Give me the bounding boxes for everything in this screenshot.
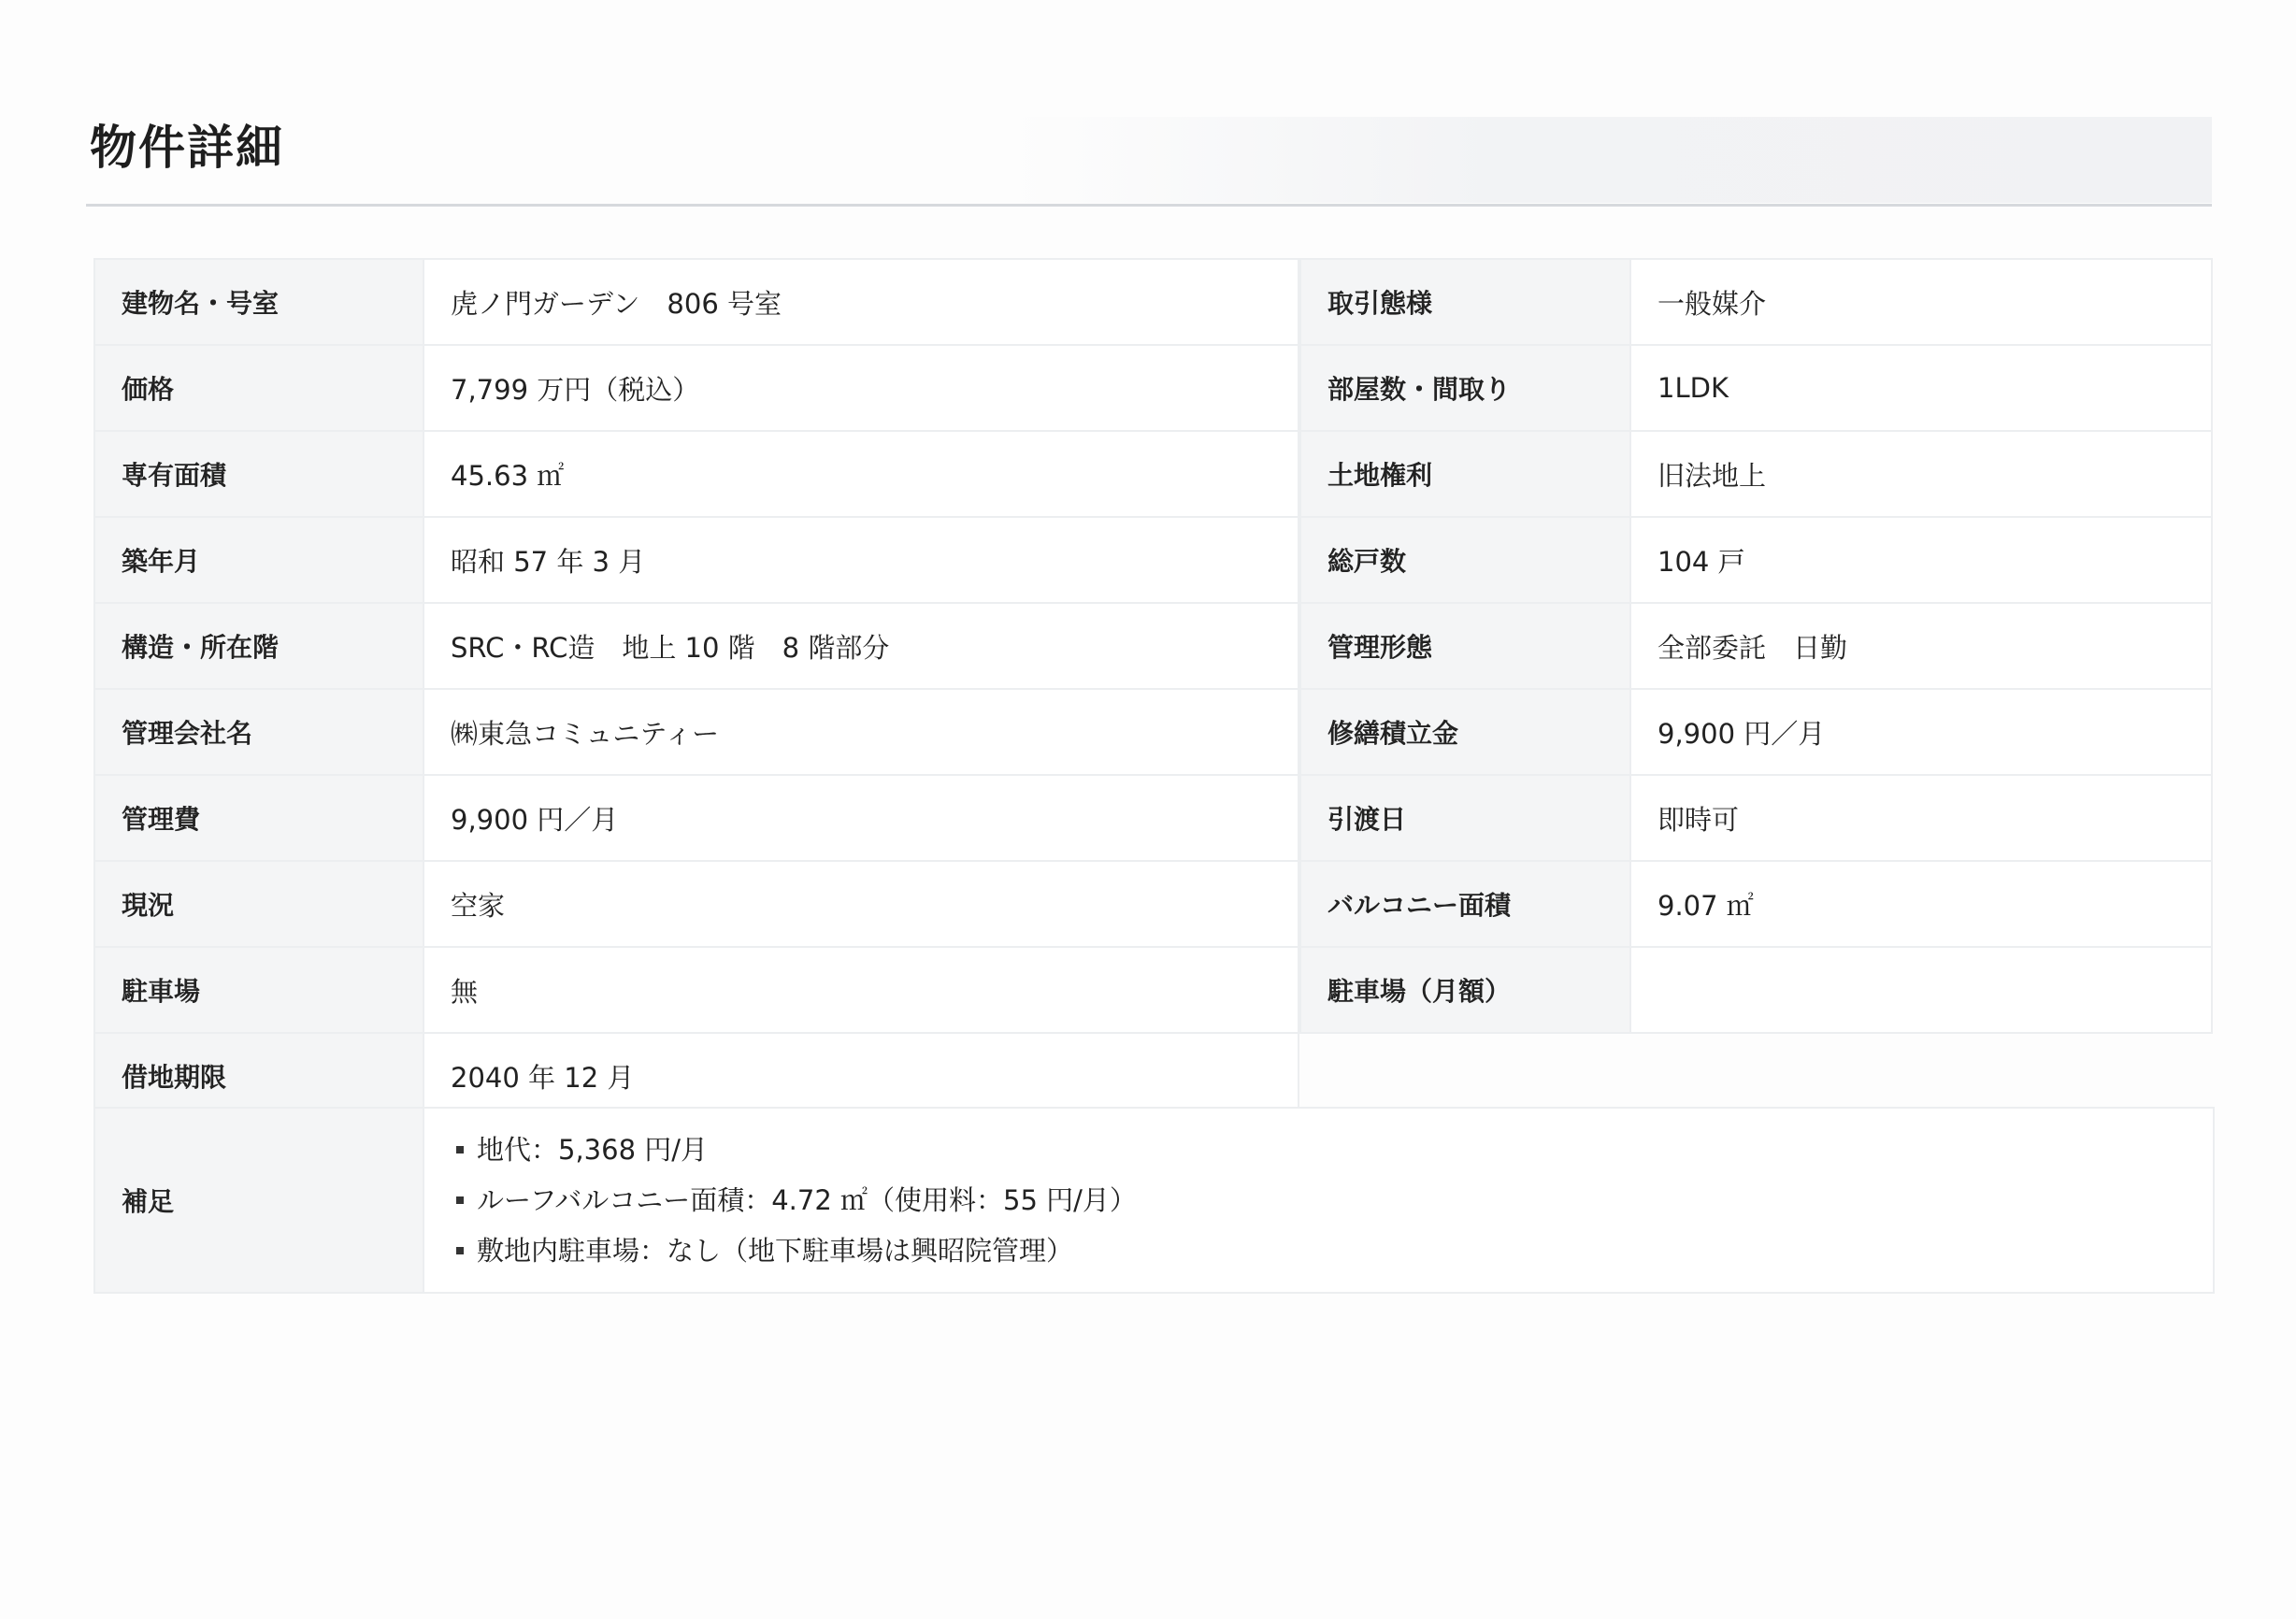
detail-value: 昭和 57 年 3 月 bbox=[423, 518, 1299, 602]
title-divider bbox=[86, 204, 2212, 207]
detail-value: 旧法地上 bbox=[1629, 432, 2213, 516]
detail-row-area bbox=[93, 432, 1299, 518]
detail-value: 1LDK bbox=[1629, 346, 2213, 430]
detail-value: 7,799 万円（税込） bbox=[423, 346, 1299, 430]
detail-label: 借地期限 bbox=[93, 1034, 423, 1118]
detail-label: 総戸数 bbox=[1299, 518, 1629, 602]
detail-row-parking bbox=[93, 948, 1299, 1034]
detail-label: 建物名・号室 bbox=[93, 260, 423, 344]
detail-row-balcony-area bbox=[1299, 862, 2213, 948]
detail-row-transaction-type bbox=[1299, 258, 2213, 346]
detail-label: 築年月 bbox=[93, 518, 423, 602]
detail-value: 全部委託 日勤 bbox=[1629, 604, 2213, 688]
detail-label: 構造・所在階 bbox=[93, 604, 423, 688]
detail-label: バルコニー面積 bbox=[1299, 862, 1629, 946]
page-title: 物件詳細 bbox=[90, 121, 284, 175]
detail-label: 専有面積 bbox=[93, 432, 423, 516]
note-item bbox=[452, 1182, 1137, 1219]
bullet-icon bbox=[456, 1247, 464, 1254]
detail-value: 9,900 円／月 bbox=[1629, 690, 2213, 774]
detail-value: 2040 年 12 月 bbox=[423, 1034, 1299, 1118]
detail-row-building bbox=[93, 258, 1299, 346]
detail-value bbox=[1629, 948, 2213, 1032]
detail-row-land-rights bbox=[1299, 432, 2213, 518]
detail-value: ㈱東急コミュニティー bbox=[423, 690, 1299, 774]
details-right-column bbox=[1299, 258, 2213, 1034]
detail-row-management-type bbox=[1299, 604, 2213, 690]
note-text: 地代：5,368 円/月 bbox=[477, 1134, 709, 1166]
detail-row-price bbox=[93, 346, 1299, 432]
detail-label: 管理会社名 bbox=[93, 690, 423, 774]
detail-value: 9,900 円／月 bbox=[423, 776, 1299, 860]
detail-label: 駐車場（月額） bbox=[1299, 948, 1629, 1032]
detail-row-parking-monthly bbox=[1299, 948, 2213, 1034]
detail-value: 空家 bbox=[423, 862, 1299, 946]
detail-row-structure bbox=[93, 604, 1299, 690]
detail-label: 部屋数・間取り bbox=[1299, 346, 1629, 430]
detail-label: 修繕積立金 bbox=[1299, 690, 1629, 774]
detail-label: 価格 bbox=[93, 346, 423, 430]
title-shade bbox=[1010, 117, 2212, 203]
detail-row-handover bbox=[1299, 776, 2213, 862]
detail-value: 一般媒介 bbox=[1629, 260, 2213, 344]
detail-value: 無 bbox=[423, 948, 1299, 1032]
bullet-icon bbox=[456, 1196, 464, 1204]
detail-label: 駐車場 bbox=[93, 948, 423, 1032]
note-text: 敷地内駐車場：なし（地下駐車場は興昭院管理） bbox=[477, 1235, 1074, 1267]
detail-value: 104 戸 bbox=[1629, 518, 2213, 602]
detail-value: 虎ノ門ガーデン 806 号室 bbox=[423, 260, 1299, 344]
notes-label: 補足 bbox=[93, 1109, 423, 1292]
detail-value: 9.07 ㎡ bbox=[1629, 862, 2213, 946]
detail-row-management-company bbox=[93, 690, 1299, 776]
notes-row bbox=[93, 1107, 2215, 1294]
detail-row-total-units bbox=[1299, 518, 2213, 604]
note-item bbox=[452, 1131, 708, 1168]
detail-row-layout bbox=[1299, 346, 2213, 432]
detail-value: 即時可 bbox=[1629, 776, 2213, 860]
detail-label: 管理形態 bbox=[1299, 604, 1629, 688]
note-item bbox=[452, 1232, 1073, 1269]
detail-label: 現況 bbox=[93, 862, 423, 946]
detail-row-management-fee bbox=[93, 776, 1299, 862]
notes-list bbox=[423, 1109, 2213, 1292]
bullet-icon bbox=[456, 1146, 464, 1153]
detail-value: 45.63 ㎡ bbox=[423, 432, 1299, 516]
details-left-column bbox=[93, 258, 1299, 1120]
detail-value: SRC・RC造 地上 10 階 8 階部分 bbox=[423, 604, 1299, 688]
detail-row-built bbox=[93, 518, 1299, 604]
detail-label: 土地権利 bbox=[1299, 432, 1629, 516]
detail-label: 引渡日 bbox=[1299, 776, 1629, 860]
detail-label: 管理費 bbox=[93, 776, 423, 860]
detail-row-status bbox=[93, 862, 1299, 948]
detail-row-repair-reserve bbox=[1299, 690, 2213, 776]
detail-label: 取引態様 bbox=[1299, 260, 1629, 344]
note-text: ルーフバルコニー面積：4.72 ㎡（使用料：55 円/月） bbox=[477, 1184, 1137, 1216]
